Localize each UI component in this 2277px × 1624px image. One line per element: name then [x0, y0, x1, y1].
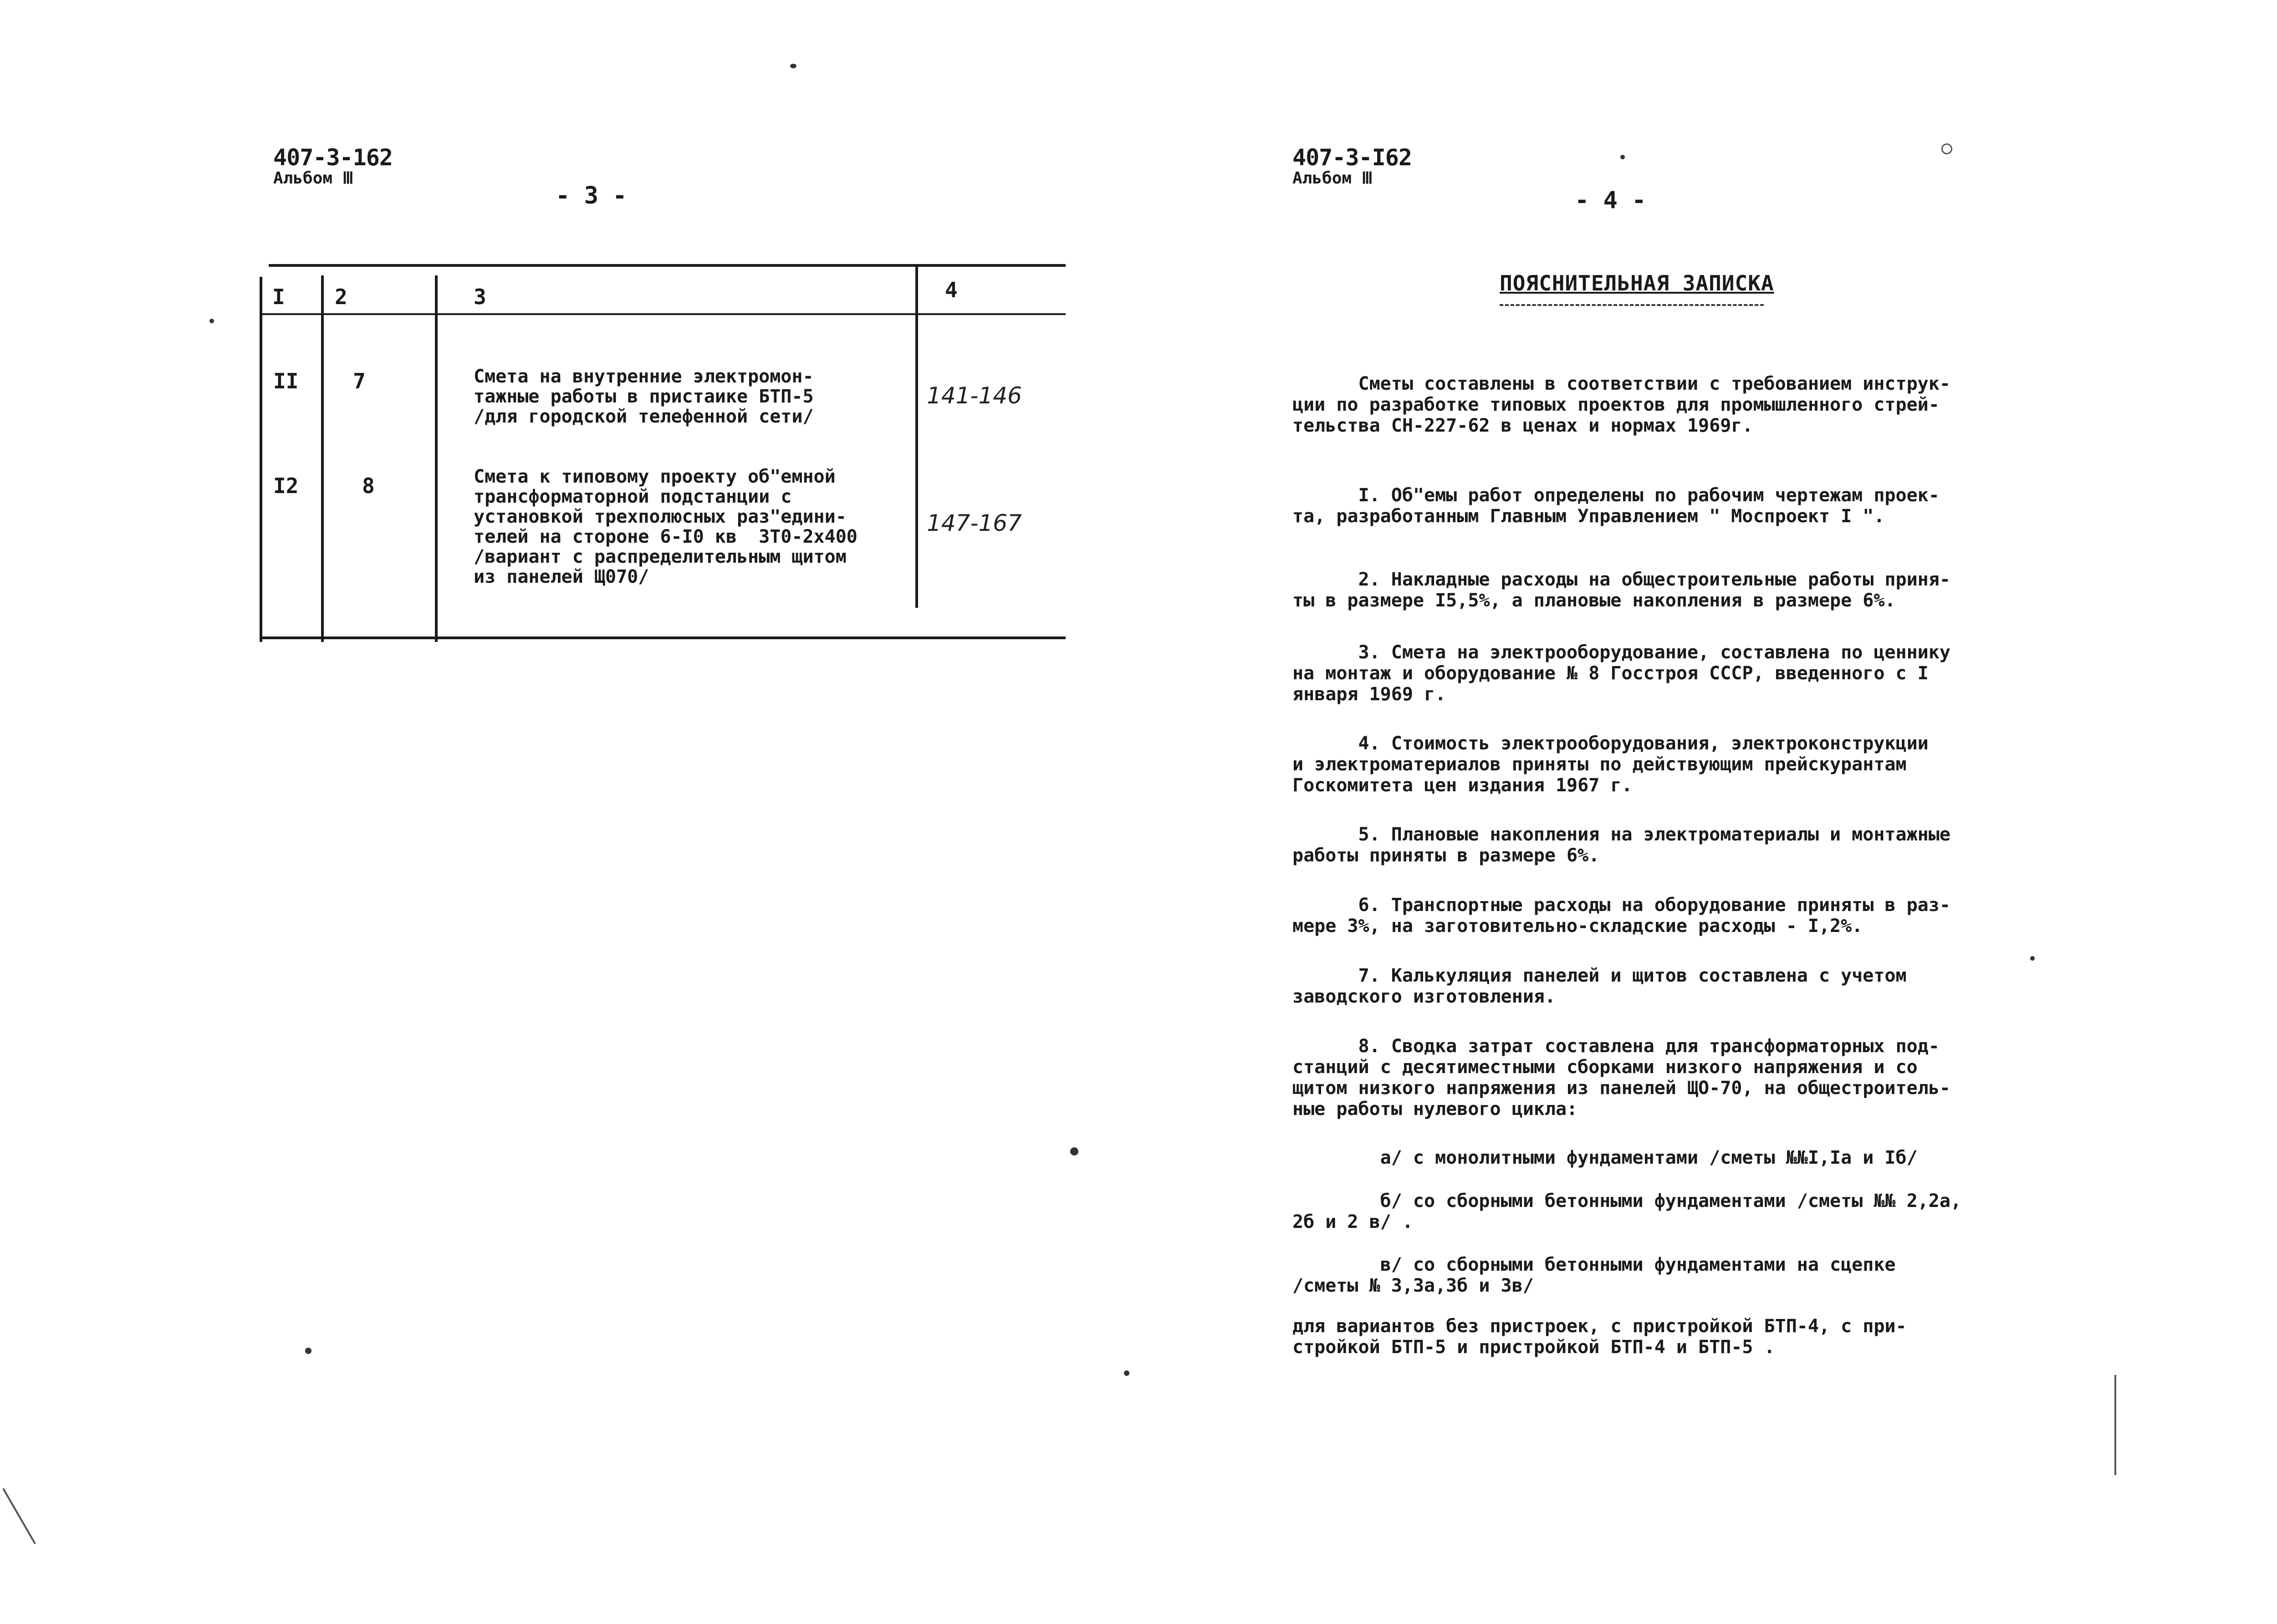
scan-speck — [790, 64, 796, 68]
table-row-1-pages: 141-146 — [927, 382, 1022, 409]
table-row-1-num: II — [273, 369, 299, 393]
paragraph-8-footer: для вариантов без пристроек, с пристройкой БТП-4, с при- стройкой БТП-5 и пристройкой БТП-4 и БТП-5 . — [1292, 1316, 1907, 1358]
page-number: - 3 - — [556, 182, 627, 209]
table-header-col3: 3 — [474, 285, 486, 309]
intro-paragraph: Сметы составлены в соответствии с требованием инструк- ции по разработке типовых проектов для промышленного стрей- тельства СН-227-62 в ценах и нормах 1969г. — [1292, 373, 1950, 436]
doc-code — [273, 146, 393, 187]
table-row-2-description: Смета к типовому проекту об"емной трансформаторной подстанции с установкой трехполюсных раз"едини- телей на стороне 6-I0 кв 3Т0-2x400 /вариант с распределительным щитом из панелей Щ070/ — [474, 466, 858, 587]
table-bottom-line — [260, 636, 1066, 639]
table-header-line — [260, 313, 1066, 315]
scan-speck — [2030, 956, 2035, 961]
paragraph-8c: в/ со сборными бетонными фундаментами на сцепке /сметы № 3,3а,3б и 3в/ — [1292, 1254, 1896, 1296]
paragraph-8a: а/ с монолитными фундаментами /сметы №№I,Iа и Iб/ — [1292, 1147, 1918, 1168]
table-col-line-0 — [260, 277, 262, 642]
scan-speck — [209, 319, 214, 323]
table-col-line-3 — [915, 264, 918, 608]
paragraph-8: 8. Сводка затрат составлена для трансформаторных под- станций с десятиместными сборками низкого напряжения и со щитом низкого напряжения из панелей ЩО-70, на общестроитель- ные работы нулевого цикла: — [1292, 1036, 1950, 1120]
scan-ring — [1941, 143, 1952, 154]
table-header-col2: 2 — [335, 285, 347, 309]
paragraph-6: 6. Транспортные расходы на оборудование приняты в раз- мере 3%, на заготовительно-складские расходы - I,2%. — [1292, 895, 1950, 937]
index-table — [260, 264, 1066, 642]
album-label: Альбом Ⅲ — [273, 168, 354, 188]
table-col-line-1 — [321, 275, 324, 642]
table-header-col1: I — [272, 285, 285, 309]
table-row-2-pages: 147-167 — [927, 510, 1022, 536]
doc-code — [1292, 146, 1412, 187]
scan-speck — [1124, 1370, 1129, 1376]
album-label: Альбом Ⅲ — [1292, 168, 1373, 188]
table-row-2-num: I2 — [273, 473, 299, 498]
page-number: - 4 - — [1575, 187, 1646, 214]
title-underline — [1500, 304, 1764, 306]
scan-edge-mark — [2, 1488, 36, 1544]
scan-speck — [1620, 155, 1625, 159]
paragraph-1: I. Об"емы работ определены по рабочим чертежам проек- та, разработанным Главным Управлением " Моспроект I ". — [1292, 485, 1940, 527]
table-top-line — [269, 264, 1066, 267]
paragraph-3: 3. Смета на электрооборудование, составлена по ценнику на монтаж и оборудование № 8 Госстроя СССР, введенного с I января 1969 г. — [1292, 642, 1950, 705]
right-page — [1183, 0, 2277, 1624]
table-header-col4: 4 — [945, 278, 958, 302]
doc-code-number: 407-3-I62 — [1292, 144, 1412, 171]
scan-edge-mark — [2114, 1375, 2116, 1475]
table-col-line-2 — [435, 275, 438, 642]
table-row-1-description: Смета на внутренние электромон- тажные работы в пристаике БТП-5 /для городской телефенной сети/ — [474, 366, 814, 427]
scan-speck — [1070, 1147, 1078, 1156]
note-title: ПОЯСНИТЕЛЬНАЯ ЗАПИСКА — [1500, 271, 1774, 295]
paragraph-7: 7. Калькуляция панелей и щитов составлена с учетом заводского изготовления. — [1292, 965, 1907, 1007]
table-row-2-col2: 8 — [362, 473, 375, 498]
doc-code-number: 407-3-162 — [273, 144, 393, 171]
paragraph-2: 2. Накладные расходы на общестроительные работы приня- ты в размере I5,5%, а плановые накопления в размере 6%. — [1292, 569, 1950, 611]
paragraph-4: 4. Стоимость электрооборудования, электроконструкции и электроматериалов приняты по действующим прейскурантам Госкомитета цен издания 1967 г. — [1292, 733, 1929, 796]
scan-speck — [305, 1348, 311, 1354]
paragraph-8b: б/ со сборными бетонными фундаментами /сметы №№ 2,2а, 2б и 2 в/ . — [1292, 1191, 1962, 1232]
paragraph-5: 5. Плановые накопления на электроматериалы и монтажные работы приняты в размере 6%. — [1292, 824, 1950, 866]
table-row-1-col2: 7 — [353, 369, 366, 393]
